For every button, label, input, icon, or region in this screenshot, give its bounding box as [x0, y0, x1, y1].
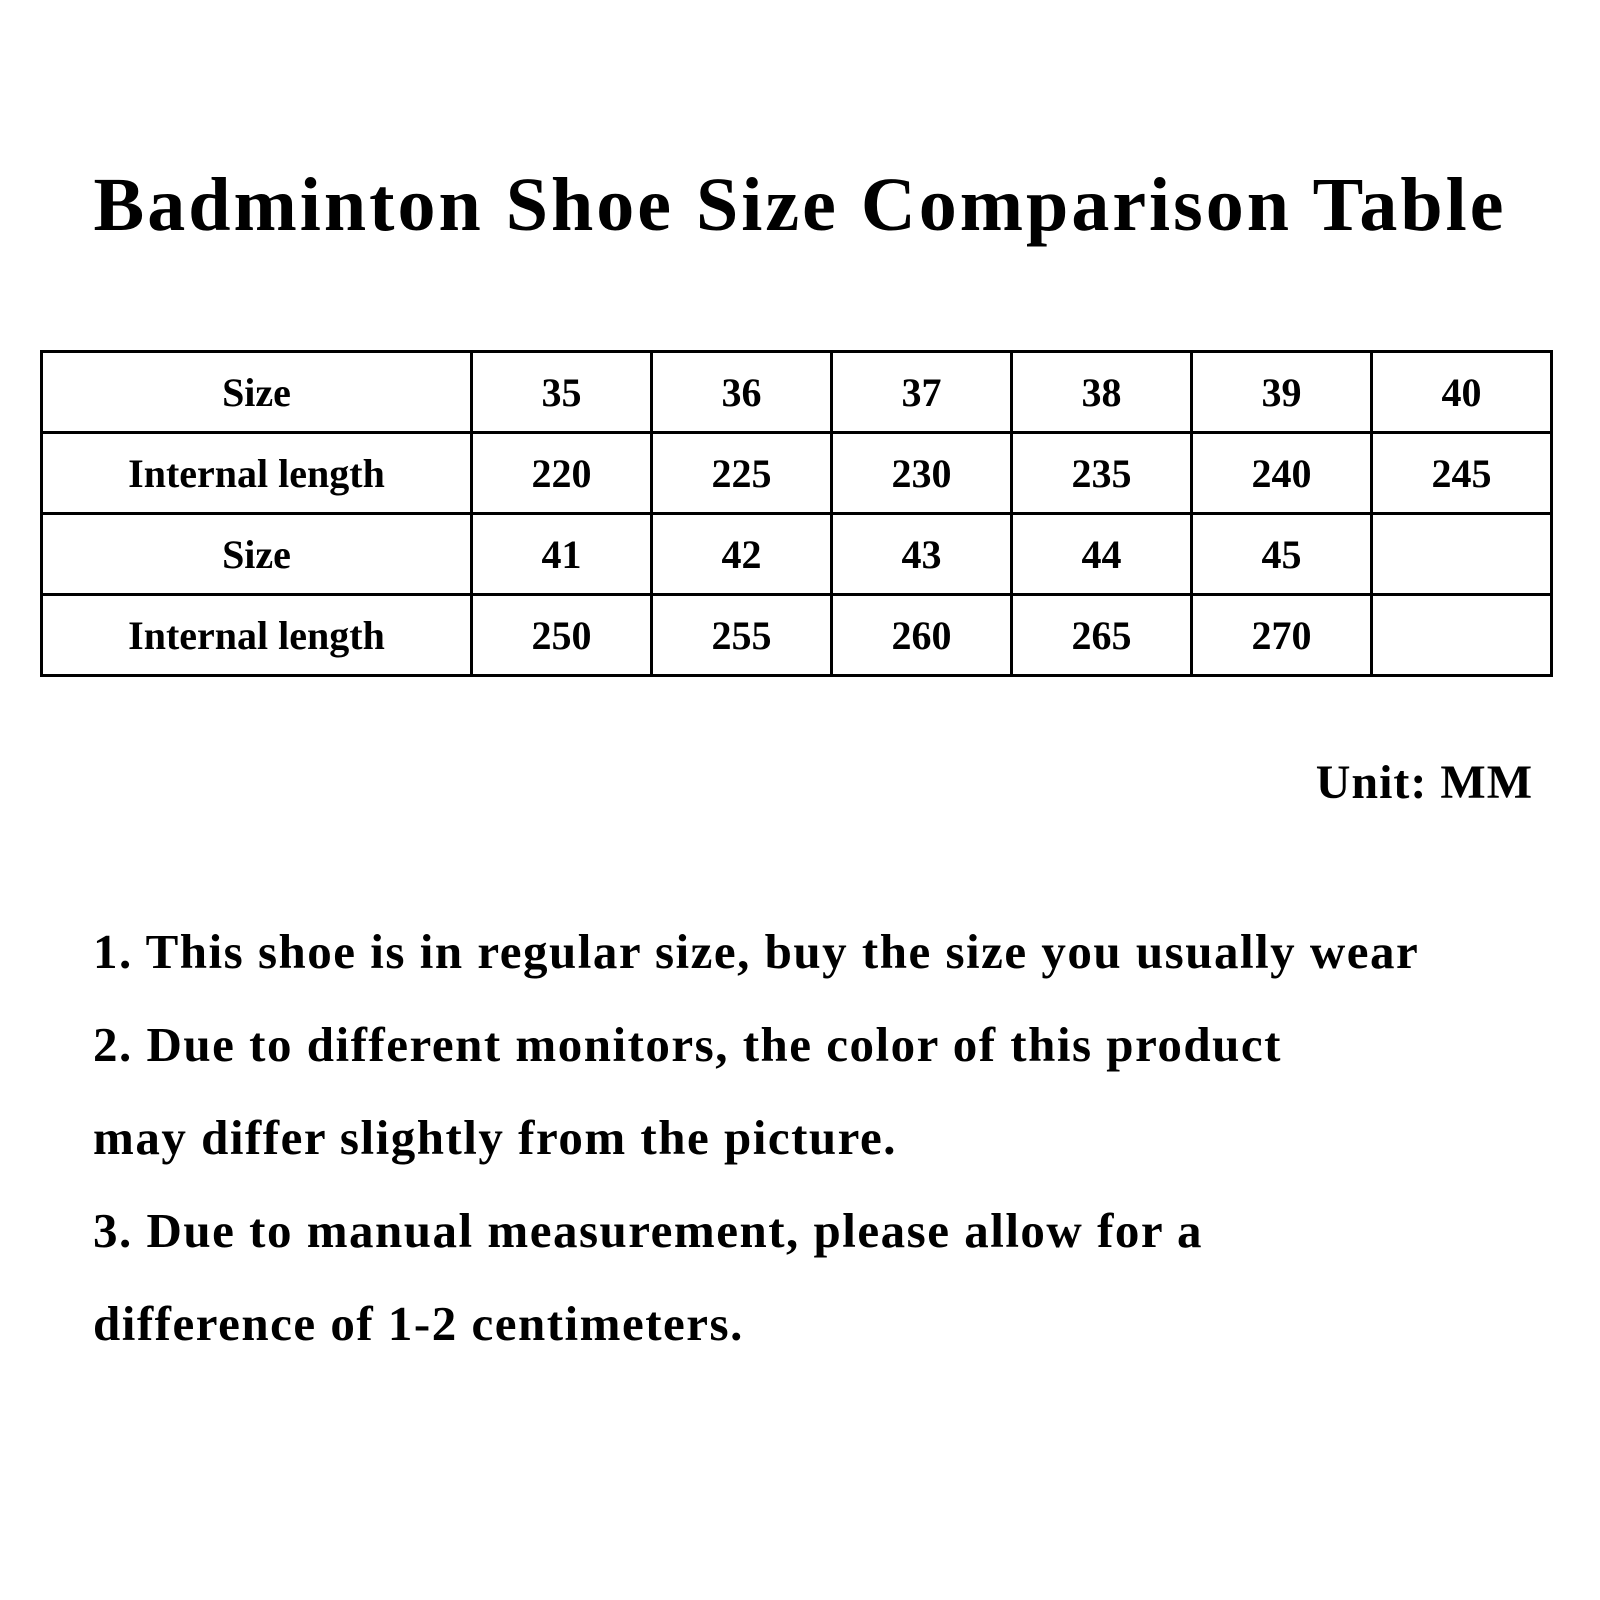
table-cell: 39	[1192, 352, 1372, 433]
note-line: difference of 1-2 centimeters.	[93, 1296, 744, 1351]
table-cell: 41	[472, 514, 652, 595]
table-cell: 235	[1012, 433, 1192, 514]
table-cell: 230	[832, 433, 1012, 514]
table-cell: 45	[1192, 514, 1372, 595]
table-row	[42, 514, 1552, 595]
row-label: Internal length	[42, 595, 472, 676]
table-cell: 250	[472, 595, 652, 676]
row-label: Size	[42, 514, 472, 595]
table-cell	[1372, 514, 1552, 595]
table-cell: 245	[1372, 433, 1552, 514]
table-cell: 260	[832, 595, 1012, 676]
unit-label: Unit: MM	[1315, 756, 1533, 809]
table-cell: 220	[472, 433, 652, 514]
table-cell: 255	[652, 595, 832, 676]
table-cell: 240	[1192, 433, 1372, 514]
table-cell: 265	[1012, 595, 1192, 676]
table-cell	[1372, 595, 1552, 676]
note-line: 1. This shoe is in regular size, buy the size you usually wear	[93, 924, 1420, 979]
table-row	[42, 595, 1552, 676]
row-label: Internal length	[42, 433, 472, 514]
size-comparison-table	[40, 350, 1553, 677]
table-row	[42, 352, 1552, 433]
table-cell: 37	[832, 352, 1012, 433]
note-line: 3. Due to manual measurement, please allow for a	[93, 1203, 1203, 1258]
table-cell: 36	[652, 352, 832, 433]
table-cell: 43	[832, 514, 1012, 595]
table-cell: 35	[472, 352, 652, 433]
table-cell: 225	[652, 433, 832, 514]
note-line: 2. Due to different monitors, the color of this product	[93, 1017, 1282, 1072]
table-row	[42, 433, 1552, 514]
table-cell: 270	[1192, 595, 1372, 676]
table-cell: 42	[652, 514, 832, 595]
notes-list	[93, 905, 1573, 1370]
page-title: Badminton Shoe Size Comparison Table	[93, 163, 1507, 247]
row-label: Size	[42, 352, 472, 433]
table-cell: 40	[1372, 352, 1552, 433]
note-line: may differ slightly from the picture.	[93, 1110, 898, 1165]
table-cell: 38	[1012, 352, 1192, 433]
table-cell: 44	[1012, 514, 1192, 595]
